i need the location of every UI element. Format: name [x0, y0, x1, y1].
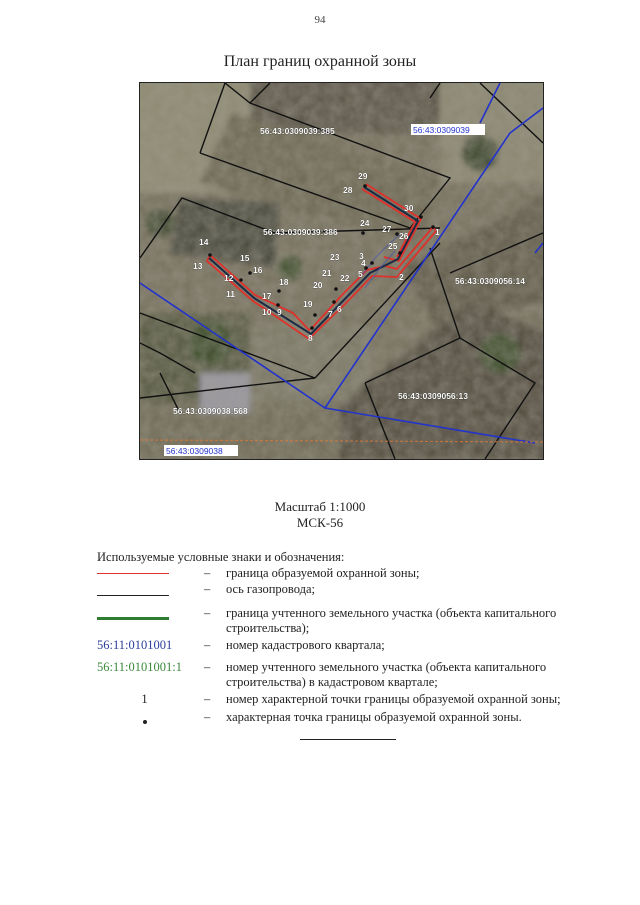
point-label: 11 [226, 289, 235, 299]
legend-dash: – [204, 606, 211, 620]
legend-symbol-text: 56:11:0101001:1 [97, 660, 182, 674]
black-line-symbol [97, 595, 169, 596]
point-label: 4 [361, 258, 366, 268]
point-label: 14 [199, 237, 209, 247]
map-view [139, 82, 544, 460]
scale-block [0, 499, 640, 531]
point-marker [248, 271, 252, 275]
legend-text: граница образуемой охранной зоны; [226, 566, 420, 580]
point-label: 17 [262, 291, 272, 301]
point-label: 21 [322, 268, 332, 278]
point-label: 7 [328, 309, 333, 319]
point-marker [334, 287, 338, 291]
legend-dash: – [204, 638, 211, 652]
legend-dash: – [204, 692, 211, 706]
point-label: 15 [240, 253, 250, 263]
parcel-label: 56:43:0309056:14 [455, 276, 525, 286]
point-label: 30 [404, 203, 414, 213]
legend-dash: – [204, 566, 211, 580]
scale-text: Масштаб 1:1000 [274, 499, 366, 514]
point-label: 18 [279, 277, 289, 287]
point-label: 27 [382, 224, 392, 234]
parcel-label: 56:43:0309038:568 [173, 406, 248, 416]
point-marker [332, 300, 336, 304]
red-line-symbol [97, 573, 169, 574]
point-label: 5 [358, 269, 363, 279]
point-label: 26 [399, 231, 409, 241]
point-marker [361, 231, 365, 235]
point-marker [277, 289, 281, 293]
legend-row-point-number [97, 692, 597, 708]
legend-text: номер учтенного земельного участка (объекта капитального строительства) в кадастровом квартале; [226, 660, 547, 689]
legend-heading: Используемые условные знаки и обозначения: [97, 550, 345, 564]
legend-text: номер характерной точки границы образуемой охранной зоны; [226, 692, 561, 706]
point-label: 20 [313, 280, 323, 290]
point-label: 22 [340, 273, 350, 283]
point-label: 2 [399, 272, 404, 282]
parcel-label: 56:43:0309039:385 [260, 126, 335, 136]
legend-dash: – [204, 582, 211, 596]
page-title: План границ охранной зоны [223, 53, 417, 70]
point-label: 19 [303, 299, 313, 309]
point-label: 28 [343, 185, 353, 195]
imagery-texture [140, 83, 543, 459]
legend-row-zone-boundary [97, 566, 597, 582]
point-marker [313, 313, 317, 317]
legend-row-parcel-boundary [97, 606, 597, 636]
legend-symbol-text: 56:11:0101001 [97, 638, 173, 652]
point-label: 29 [358, 171, 368, 181]
point-label: 24 [360, 218, 370, 228]
legend-dash: – [204, 660, 211, 674]
point-label: 16 [253, 265, 263, 275]
quarter-label: 56:43:0309038 [166, 446, 223, 456]
quarter-label: 56:43:0309039 [413, 125, 470, 135]
point-label: 12 [224, 273, 234, 283]
point-label: 13 [193, 261, 203, 271]
parcel-label: 56:43:0309056:13 [398, 391, 468, 401]
legend-row-quarter-number [97, 638, 597, 654]
point-label: 6 [337, 304, 342, 314]
point-label: 10 [262, 307, 272, 317]
point-label: 25 [388, 241, 398, 251]
point-marker [208, 253, 212, 257]
point-label: 8 [308, 333, 313, 343]
point-dot-symbol [143, 720, 147, 724]
point-marker [310, 326, 314, 330]
point-label: 1 [435, 227, 440, 237]
point-label: 3 [359, 251, 364, 261]
coord-system-text: МСК-56 [296, 515, 344, 530]
point-label: 23 [330, 252, 340, 262]
legend [97, 550, 597, 726]
legend-text: характерная точка границы образуемой охранной зоны. [226, 710, 522, 724]
legend-row-gas-axis [97, 582, 597, 598]
legend-text: граница учтенного земельного участка (объекта капитального строительства); [226, 606, 557, 635]
page-number: 94 [314, 14, 326, 26]
point-marker [370, 261, 374, 265]
legend-dash: – [204, 710, 211, 724]
point-marker [398, 251, 402, 255]
legend-text: ось газопровода; [226, 582, 316, 596]
parcel-label: 56:43:0309039:386 [263, 227, 338, 237]
legend-text: номер кадастрового квартала; [226, 638, 385, 652]
point-marker [419, 215, 423, 219]
point-marker [239, 278, 243, 282]
bottom-rule [300, 739, 396, 740]
legend-row-parcel-number [97, 660, 597, 690]
point-marker [363, 184, 367, 188]
legend-symbol-text: 1 [141, 692, 148, 706]
green-line-symbol [97, 617, 169, 620]
legend-row-point-marker [97, 710, 597, 726]
point-label: 9 [277, 307, 282, 317]
map-svg [140, 83, 543, 459]
